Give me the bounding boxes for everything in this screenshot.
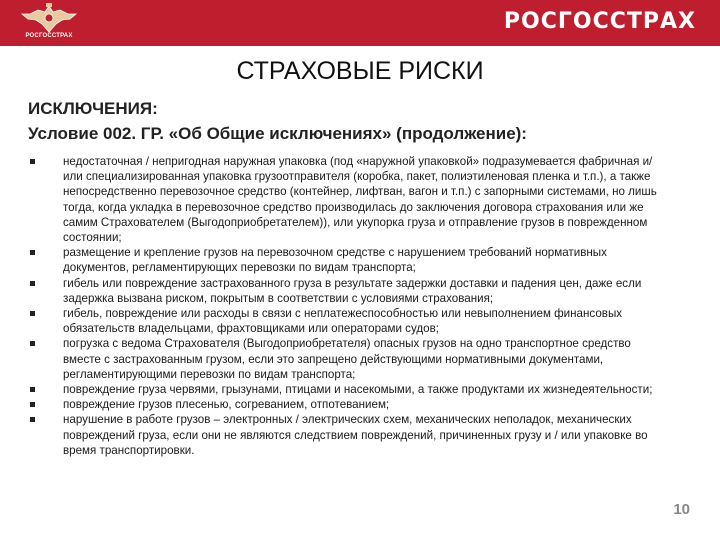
emblem-caption: РОСГОССТРАХ: [25, 33, 73, 39]
bullet-icon: [30, 341, 35, 346]
list-item: [30, 382, 670, 397]
bullet-icon: [30, 417, 35, 422]
list-item: [30, 306, 670, 336]
list-item-text: повреждение груза червями, грызунами, птицами и насекомыми, а также продуктами их жизнедеятельности;: [63, 383, 653, 397]
list-item: [30, 154, 670, 245]
list-item: [30, 336, 670, 382]
subtitle-line-2: Условие 002. ГР. «Об Общие исключениях» (продолжение):: [28, 124, 527, 143]
company-emblem: [18, 2, 80, 44]
list-item-text: гибель или повреждение застрахованного груза в результате задержки доставки и падения цен, даже если задержка вызвана риском, покрытым в соответствии с условиями страхования;: [63, 276, 642, 305]
list-item-text: погрузка с ведома Страхователя (Выгодоприобретателя) опасных грузов на одно транспортное средство вместе с застрахованным грузом, если это запрещено действующими нормативными документами, регламентирующими перевозки по видам транспорта;: [63, 337, 631, 381]
page-number: 10: [673, 501, 690, 518]
list-item-text: недостаточная / непригодная наружная упаковка (под «наружной упаковкой» подразумевается фабричная и/или специализированная упаковка грузоотправителя (коробка, пакет, полиэтиленовая пленка и т.п.), а также непосредственно перевозочное средство (контейнер, лифтван, вагон и т.п.) с запорными системами, но лишь тогда, когда укладка в перевозочное средство производилась до заключения договора страхования или же самим Страхователем (Выгодоприобретателем)), или укупорка груза и отправление грузов в поврежденном состоянии;: [63, 155, 657, 245]
brand-logo: РОСГОССТРАХ: [503, 9, 696, 34]
header-bar: [0, 0, 720, 46]
subtitle-line-1: ИСКЛЮЧЕНИЯ:: [28, 99, 158, 118]
list-item-text: гибель, повреждение или расходы в связи с неплатежеспособностью или невыполнением финансовых обязательств владельцами, фрахтовщиками или операторами судов;: [63, 307, 623, 336]
bullet-icon: [30, 311, 35, 316]
list-item: [30, 276, 670, 306]
list-item-text: нарушение в работе грузов – электронных / электрических схем, механических неполадок, механических повреждений груза, если они не являются следствием повреждений, причиненных грузу и / или упаковке во время транспортировки.: [63, 413, 648, 457]
slide-subtitle: [28, 96, 708, 146]
bullet-icon: [30, 387, 35, 392]
list-item: [30, 412, 670, 458]
list-item-text: размещение и крепление грузов на перевозочном средстве с нарушением требований нормативных документов, регламентирующих перевозки по видам транспорта;: [63, 246, 607, 275]
eagle-emblem-icon: [18, 2, 80, 36]
bullet-icon: [30, 402, 35, 407]
exclusions-list: [30, 154, 670, 458]
bullet-icon: [30, 250, 35, 255]
bullet-icon: [30, 159, 35, 164]
bullet-icon: [30, 281, 35, 286]
slide-title: СТРАХОВЫЕ РИСКИ: [236, 57, 484, 85]
list-item-text: повреждение грузов плесенью, согреванием, отпотеванием;: [63, 398, 390, 412]
list-item: [30, 245, 670, 275]
list-item: [30, 397, 670, 412]
